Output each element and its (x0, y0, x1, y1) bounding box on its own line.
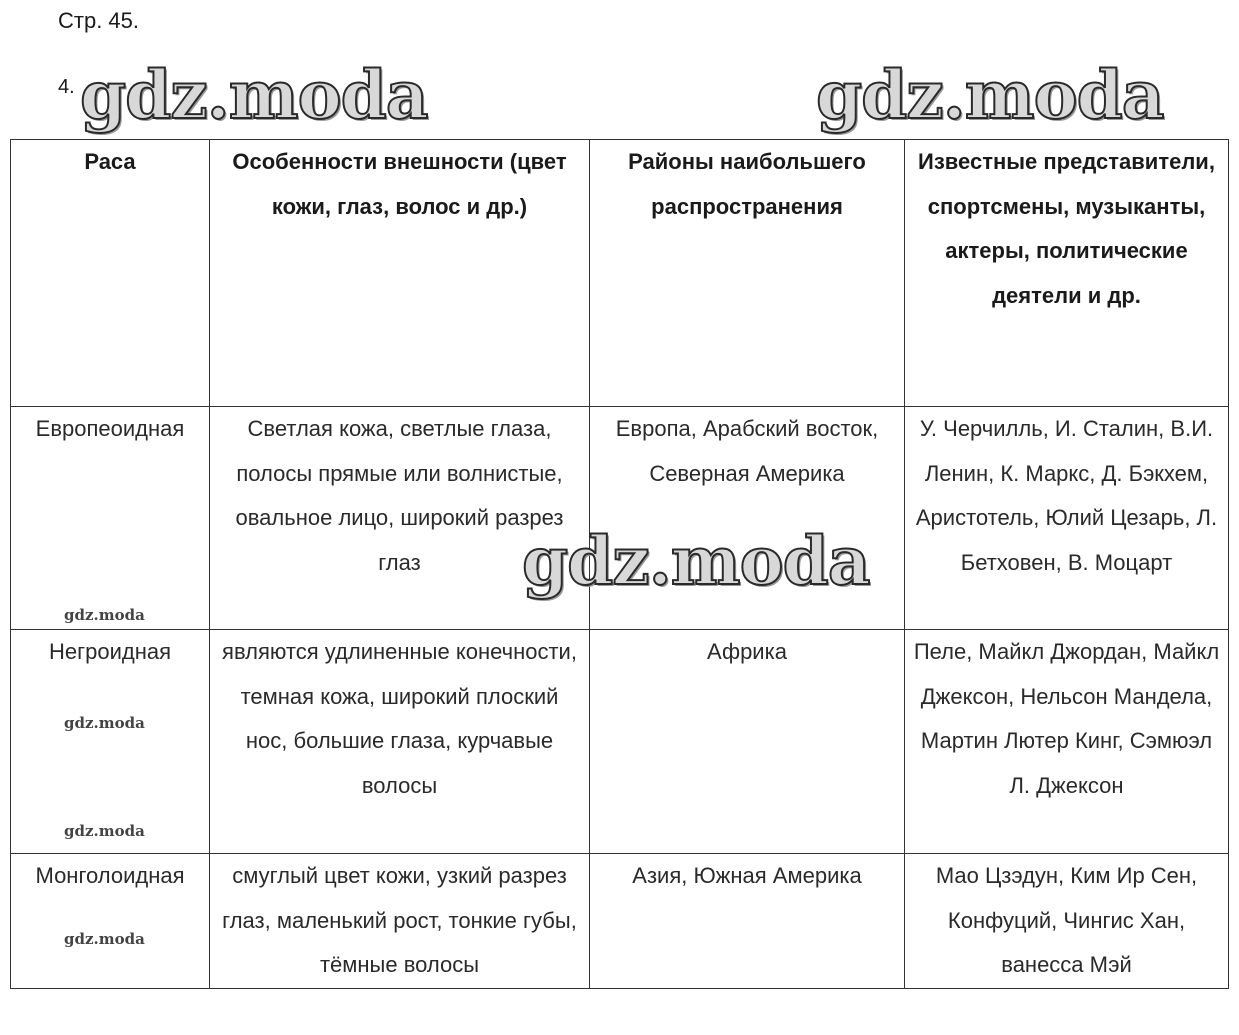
race-cell: Негроидная (11, 630, 210, 854)
header-cell-people: Известные представители, спортсмены, музыканты, актеры, политические деятели и др. (905, 140, 1229, 407)
header-cell-race: Раса (11, 140, 210, 407)
people-cell: У. Черчилль, И. Сталин, В.И. Ленин, К. Маркс, Д. Бэкхем, Аристотель, Юлий Цезарь, Л. Бетховен, В. Моцарт (905, 407, 1229, 630)
watermark-logo: gdz.moda (522, 522, 870, 600)
task-number: 4. (58, 76, 75, 98)
race-cell: Монголоидная (11, 854, 210, 989)
watermark-small: gdz.moda (64, 930, 145, 948)
watermark-small: gdz.moda (64, 822, 145, 840)
watermark-small: gdz.moda (64, 606, 145, 624)
watermark-logo: gdz.moda (80, 56, 428, 134)
table-header-row (11, 140, 1229, 407)
people-cell: Мао Цзэдун, Ким Ир Сен, Конфуций, Чингис Хан, ванесса Мэй (905, 854, 1229, 989)
regions-cell: Азия, Южная Америка (590, 854, 905, 989)
page-reference: Стр. 45. (58, 8, 140, 33)
race-cell: Европеоидная (11, 407, 210, 630)
table-row (11, 407, 1229, 630)
header-cell-regions: Районы наибольшего распространения (590, 140, 905, 407)
table-row (11, 630, 1229, 854)
features-cell: Светлая кожа, светлые глаза, полосы прямые или волнистые, овальное лицо, широкий разрез глаз (210, 407, 590, 630)
regions-cell: Африка (590, 630, 905, 854)
table-row (11, 854, 1229, 989)
races-table (10, 139, 1229, 989)
features-cell: являются удлиненные конечности, темная кожа, широкий плоский нос, большие глаза, курчавые волосы (210, 630, 590, 854)
watermark-small: gdz.moda (64, 714, 145, 732)
regions-cell: Европа, Арабский восток, Северная Америка (590, 407, 905, 630)
watermark-logo: gdz.moda (816, 56, 1164, 134)
header-cell-features: Особенности внешности (цвет кожи, глаз, волос и др.) (210, 140, 590, 407)
people-cell: Пеле, Майкл Джордан, Майкл Джексон, Нельсон Мандела, Мартин Лютер Кинг, Сэмюэл Л. Джексон (905, 630, 1229, 854)
features-cell: смуглый цвет кожи, узкий разрез глаз, маленький рост, тонкие губы, тёмные волосы (210, 854, 590, 989)
